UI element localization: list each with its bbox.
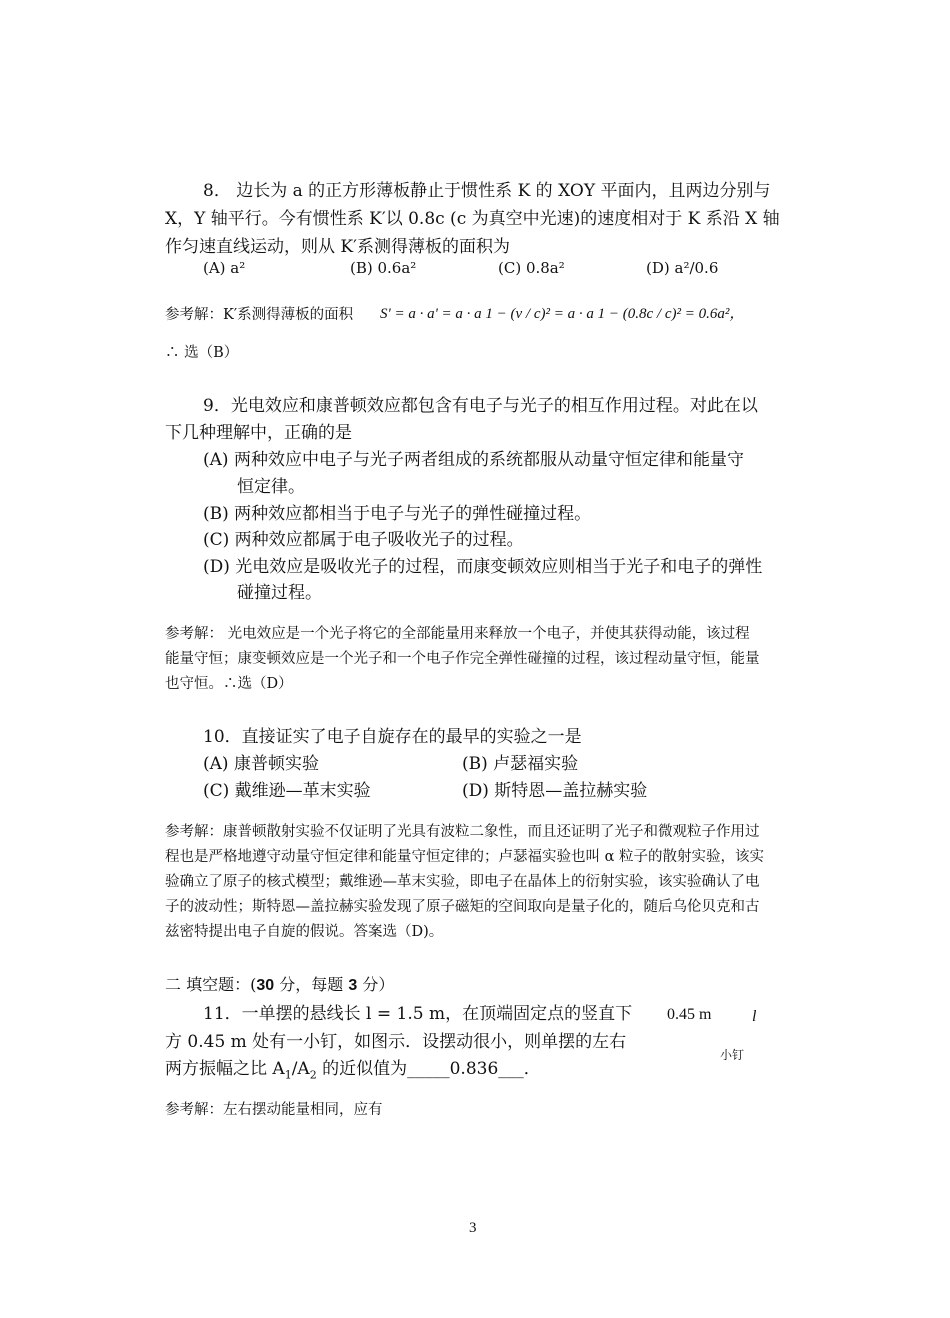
q10-reference-5: 兹密特提出电子自旋的假说。答案选（D)。 — [165, 924, 444, 940]
q11-reference-1: 参考解：左右摆动能量相同，应有 — [165, 1102, 383, 1118]
q9-option-d-cont: 碰撞过程。 — [237, 583, 322, 603]
q10-option-d: (D) 斯特恩—盖拉赫实验 — [462, 781, 648, 801]
q11-line-2: 方 0.45 m 处有一小钉，如图示．设摆动很小，则单摆的左右 — [165, 1032, 627, 1052]
q9-line-2: 下几种理解中，正确的是 — [165, 423, 352, 443]
q9-reference-1: 参考解： 光电效应是一个光子将它的全部能量用来释放一个电子，并使其获得动能，该过程 — [165, 626, 750, 642]
q11-line-1: 11．一单摆的悬线长 l = 1.5 m，在顶端固定点的竖直下 — [203, 1004, 633, 1024]
q11-answer-blank: _____0.836___ — [407, 1059, 524, 1079]
q11-line-3-prefix: 两方振幅之比 A — [165, 1059, 285, 1079]
section-2-prefix: 二 填空题：( — [165, 975, 257, 994]
q11-line-3 — [165, 1054, 541, 1081]
q10-reference-1: 参考解：康普顿散射实验不仅证明了光具有波粒二象性，而且还证明了光子和微观粒子作用过 — [165, 824, 760, 840]
figure-label-length: l — [752, 1008, 757, 1025]
q8-option-a: (A) a² — [203, 259, 246, 277]
q8-line-1: 8． 边长为 a 的正方形薄板静止于惯性系 K 的 XOY 平面内，且两边分别与 — [203, 181, 771, 201]
section-2-suffix: 分） — [357, 975, 395, 994]
q10-reference-3: 验确立了原子的核式模型；戴维逊—革末实验，即电子在晶体上的衍射实验，该实验确认了电 — [165, 874, 760, 890]
figure-label-nail: 小钉 — [720, 1048, 745, 1062]
q8-line-3: 作匀速直线运动，则从 K′系测得薄板的面积为 — [165, 237, 510, 257]
q11-line-3-end: ． — [523, 1059, 541, 1079]
q9-reference-2: 能量守恒；康变顿效应是一个光子和一个电子作完全弹性碰撞的过程，该过程动量守恒，能量 — [165, 651, 760, 667]
q10-option-a: (A) 康普顿实验 — [203, 754, 319, 774]
q8-conclusion: ∴ 选（B） — [165, 345, 239, 361]
page-number: 3 — [469, 1220, 477, 1236]
section-2-mid: 分，每题 — [274, 975, 349, 994]
q9-option-b: (B) 两种效应都相当于电子与光子的弹性碰撞过程。 — [203, 504, 592, 524]
q11-line-3-mid: /A — [291, 1059, 310, 1079]
q8-option-b: (B) 0.6a² — [350, 259, 417, 277]
figure-label-distance: 0.45 m — [667, 1006, 712, 1023]
q11-sub-1: 1 — [284, 1068, 292, 1082]
q9-line-1: 9．光电效应和康普顿效应都包含有电子与光子的相互作用过程。对此在以 — [203, 396, 758, 416]
q10-option-b: (B) 卢瑟福实验 — [462, 754, 579, 774]
q9-reference-3: 也守恒。∴选（D） — [165, 676, 293, 692]
q11-line-3-suffix: 的近似值为 — [316, 1059, 408, 1079]
q8-reference-formula: S' = a · a' = a · a 1 − (v / c)² = a · a 1 − (0.8c / c)² = 0.6a²， — [380, 306, 745, 322]
q8-option-d: (D) a²/0.6 — [646, 259, 719, 277]
q9-option-a-cont: 恒定律。 — [237, 477, 305, 497]
section-2-heading — [165, 972, 394, 995]
q8-reference-label: 参考解：K′系测得薄板的面积 — [165, 307, 354, 323]
section-2-score: 30 — [256, 977, 275, 994]
q9-option-c: (C) 两种效应都属于电子吸收光子的过程。 — [203, 530, 524, 550]
q9-option-d: (D) 光电效应是吸收光子的过程，而康变顿效应则相当于光子和电子的弹性 — [203, 557, 763, 577]
q11-sub-2: 2 — [309, 1068, 317, 1082]
q10-reference-2: 程也是严格地遵守动量守恒定律和能量守恒定律的；卢瑟福实验也叫 α 粒子的散射实验，该实 — [165, 849, 765, 865]
section-2-each: 3 — [348, 977, 358, 994]
q8-line-2: X，Y 轴平行。今有惯性系 K′以 0.8c (c 为真空中光速)的速度相对于 K 系沿 X 轴 — [165, 209, 780, 229]
q10-line-1: 10．直接证实了电子自旋存在的最早的实验之一是 — [203, 727, 582, 747]
q10-reference-4: 子的波动性；斯特恩—盖拉赫实验发现了原子磁矩的空间取向是量子化的，随后乌伦贝克和古 — [165, 899, 760, 915]
q8-option-c: (C) 0.8a² — [498, 259, 565, 277]
q10-option-c: (C) 戴维逊—革末实验 — [203, 781, 371, 801]
q9-option-a: (A) 两种效应中电子与光子两者组成的系统都服从动量守恒定律和能量守 — [203, 450, 744, 470]
